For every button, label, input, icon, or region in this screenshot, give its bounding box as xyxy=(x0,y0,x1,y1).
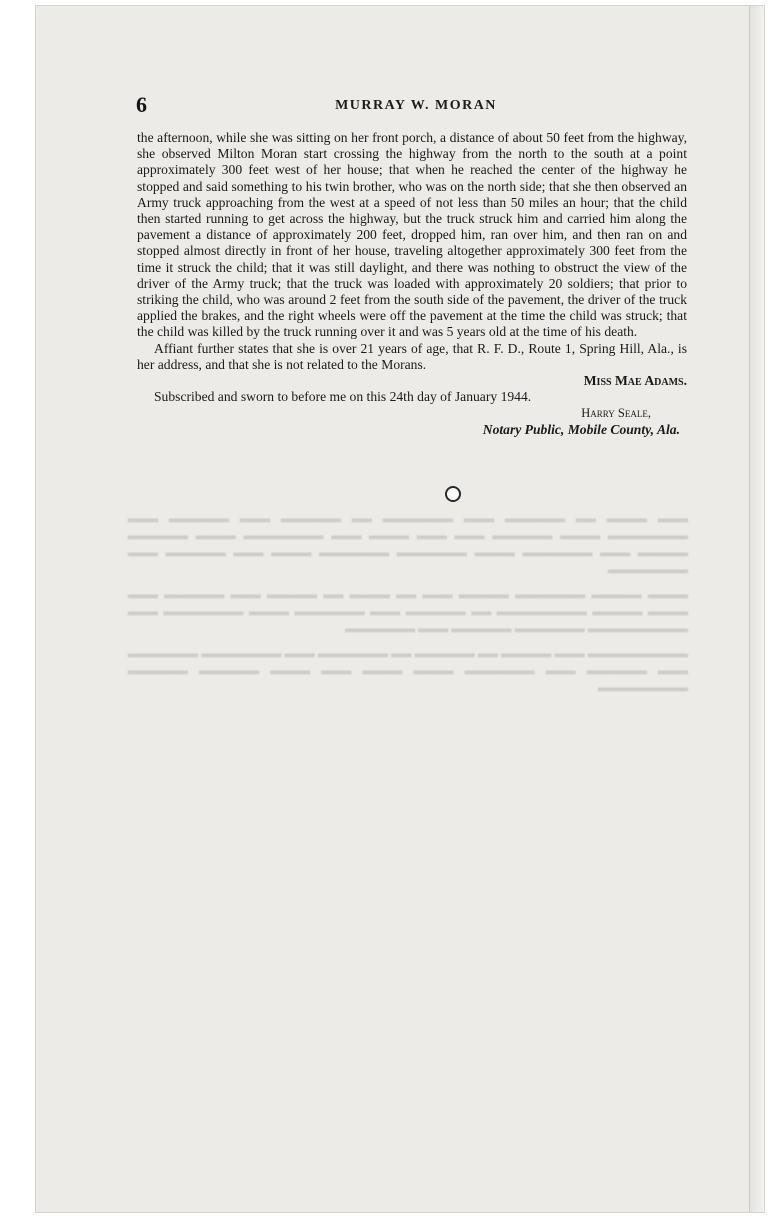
running-title: MURRAY W. MORAN xyxy=(335,98,497,113)
show-through-text: ▂▂▂ ▂▂▂▂ ▂▂ ▂▂▂▂▂▂ ▂▂▂ ▂▂▂▂▂▂▂ ▂▂ ▂▂▂▂▂▂ ▂▂▂ ▂▂▂▂▂▂ ▂▂▂ ▂▂▂▂▂▂▂▂ ▂▂▂▂ ▂▂▂▂▂▂ ▂▂▂ ▂▂▂ ▂▂▂▂ ▂▂▂ ▂▂▂▂▂▂▂▂ ▂▂▂▂ ▂▂▂▂▂▂ ▂▂▂▂▂ ▂▂▂ ▂▂▂▂▂▂▂ ▂▂▂▂ ▂▂▂▂▂▂▂ ▂▂▂▂▂▂▂ ▂▂▂▂ ▂▂▂ ▂▂▂▂▂▂ ▂▂▂ ▂▂▂▂▂▂▂▂ ▂▂▂▂ ▂▂▂▂▂ ▂▂▂▂▂▂▂ ▂▂▂▂▂ ▂▂▂ ▂▂ ▂▂▂▂ ▂▂ ▂▂▂▂▂ ▂▂▂ ▂▂▂▂▂▂ ▂▂▂ ▂▂▂▂ ▂▂▂▂▂ ▂▂▂▂▂▂▂▂▂ ▂▂ ▂▂▂▂▂▂ ▂▂▂ ▂▂▂▂▂▂▂ ▂▂▂▂ ▂▂▂▂▂▂▂▂ ▂▂▂ ▂▂▂▂▂▂▂▂▂▂ ▂▂▂▂▂▂▂ ▂▂▂▂▂▂ ▂▂▂ ▂▂▂▂▂▂▂ ▂▂▂▂▂▂▂▂▂▂ ▂▂▂ ▂▂▂▂▂ ▂▂ ▂▂▂▂▂▂ ▂▂ ▂▂▂▂▂▂▂ ▂▂▂ ▂▂▂▂▂▂▂▂ ▂▂▂▂▂▂▂ ▂▂▂ ▂▂▂▂▂▂ ▂▂▂ ▂▂▂▂▂▂▂ ▂▂▂▂ ▂▂▂▂ ▂▂▂ ▂▂▂▂ ▂▂▂▂▂▂ ▂▂▂▂▂▂ ▂▂▂▂▂▂▂▂▂ xyxy=(128,507,688,691)
notary-title: Notary Public, Mobile County, Ala. xyxy=(482,421,680,437)
affidavit-text xyxy=(137,130,687,438)
affiant-signature: Miss Mae Adams. xyxy=(583,373,687,389)
punch-hole xyxy=(445,486,461,502)
page-number: 6 xyxy=(136,92,147,117)
notary-name: Harry Seale, xyxy=(581,406,651,421)
subscribed-line: Subscribed and sworn to before me on this 24th day of January 1944. xyxy=(154,389,532,405)
page-edge xyxy=(749,6,764,1212)
page-header xyxy=(136,92,696,116)
body-paragraph: Affiant further states that she is over 21 years of age, that R. F. D., Route 1, Spring Hill, Ala., is her address, and that she is not related to the Morans. xyxy=(137,340,687,372)
body-paragraph: the afternoon, while she was sitting on her front porch, a distance of about 50 feet from the highway, she observed Milton Moran start crossing the highway from the north to the south at a point approximately 300 feet west of her house; that when he reached the center of the highway he stopped and said something to his twin brother, who was on the north side; that she then observed an Army truck approaching from the west at a speed of not less than 50 miles an hour; that the child then started running to get across the highway, but the truck struck him and carried him along the pavement a distance of approximately 200 feet, dropped him, ran over him, and then ran on and stopped almost directly in front of her house, traveling altogether approximately 300 feet from the time it struck the child; that it was still daylight, and there was nothing to obstruct the view of the driver of the Army truck; that the truck was loaded with approximately 20 soldiers; that prior to striking the child, who was around 2 feet from the south side of the pavement, the driver of the truck applied the brakes, and the right wheels were off the pavement at the time the child was struck; that the child was killed by the truck running over it and was 5 years old at the time of his death. xyxy=(137,130,687,340)
